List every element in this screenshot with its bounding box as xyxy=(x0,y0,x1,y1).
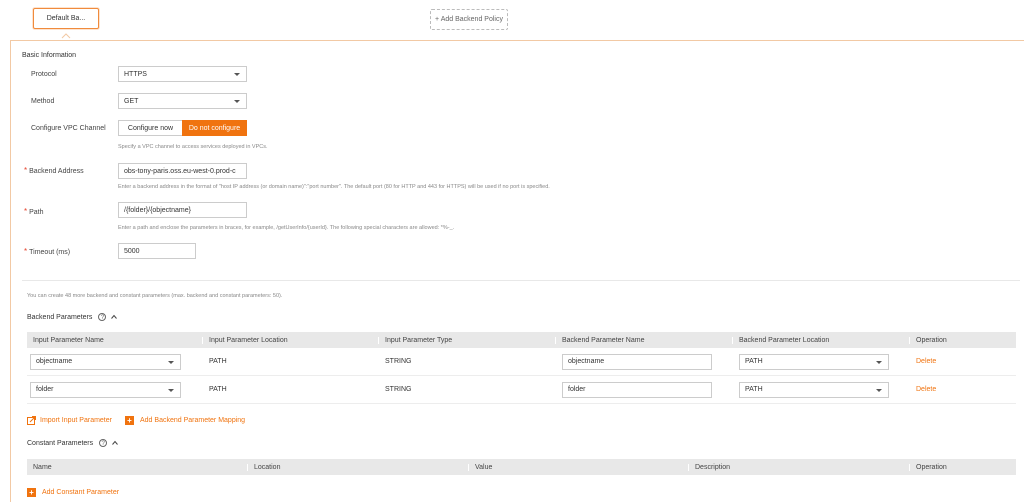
column-header: Operation xyxy=(916,336,947,344)
input-param-type: STRING xyxy=(385,358,412,365)
protocol-value: HTTPS xyxy=(124,70,147,78)
backend-params-table xyxy=(27,332,1016,404)
plus-icon: + xyxy=(27,488,36,497)
backend-params-title: Backend Parameters xyxy=(27,313,93,321)
basic-info-title: Basic Information xyxy=(22,52,77,59)
backend-address-label xyxy=(24,166,84,175)
timeout-input[interactable]: 5000 xyxy=(118,243,196,259)
input-param-location: PATH xyxy=(209,358,227,365)
table-header xyxy=(27,332,1016,348)
tab-pointer-icon xyxy=(61,33,71,39)
timeout-label xyxy=(24,247,70,256)
chevron-down-icon xyxy=(876,389,882,392)
import-input-parameter-button[interactable] xyxy=(27,416,112,425)
backend-policy-tab-default[interactable] xyxy=(33,8,99,29)
add-constant-parameter-button[interactable] xyxy=(27,488,119,497)
chevron-down-icon xyxy=(876,361,882,364)
table-row xyxy=(27,348,1016,376)
path-label xyxy=(24,207,44,216)
backend-address-hint: Enter a backend address in the format of "host IP address (or domain name)":"port number". The default port (80 for HTTP and 443 for HTTPS) will be used if no port is specified. xyxy=(118,184,550,190)
backend-params-header xyxy=(27,313,117,321)
add-constant-parameter-label: Add Constant Parameter xyxy=(42,489,120,496)
backend-policy-panel xyxy=(10,40,1024,502)
column-header: Backend Parameter Location xyxy=(733,337,910,344)
chevron-down-icon xyxy=(234,100,240,103)
column-header: Input Parameter Name xyxy=(27,337,203,344)
method-select[interactable] xyxy=(118,93,247,109)
backend-address-input[interactable]: obs-tony-paris.oss.eu-west-0.prod-c xyxy=(118,163,247,179)
help-icon[interactable]: ? xyxy=(98,313,106,321)
input-param-name-select[interactable] xyxy=(30,382,181,398)
delete-link[interactable]: Delete xyxy=(916,358,937,365)
add-backend-policy-label: + Add Backend Policy xyxy=(435,16,503,23)
vpc-configure-now-option[interactable]: Configure now xyxy=(118,120,182,136)
delete-link[interactable]: Delete xyxy=(916,386,937,393)
path-hint: Enter a path and enclose the parameters in braces, for example, /getUserInfo/{userId}. The following special characters are allowed: *%-_. xyxy=(118,225,455,231)
vpc-channel-toggle xyxy=(118,120,247,136)
add-backend-parameter-mapping-label: Add Backend Parameter Mapping xyxy=(140,417,246,424)
input-param-location: PATH xyxy=(209,386,227,393)
column-header: Backend Parameter Name xyxy=(556,337,733,344)
column-header: Value xyxy=(469,464,689,471)
backend-param-location-select[interactable] xyxy=(739,382,889,398)
import-input-parameter-label: Import Input Parameter xyxy=(40,417,112,424)
help-icon[interactable]: ? xyxy=(99,439,107,447)
chevron-down-icon xyxy=(234,73,240,76)
backend-param-location-value: PATH xyxy=(745,358,763,365)
required-marker: * xyxy=(24,207,28,216)
column-header: Location xyxy=(248,464,469,471)
backend-param-location-value: PATH xyxy=(745,386,763,393)
section-divider xyxy=(22,280,1020,281)
timeout-label-text: Timeout (ms) xyxy=(29,249,71,256)
backend-param-name-input[interactable]: folder xyxy=(562,382,712,398)
column-header: Input Parameter Location xyxy=(203,337,379,344)
vpc-channel-label: Configure VPC Channel xyxy=(31,125,106,132)
chevron-down-icon xyxy=(168,389,174,392)
vpc-channel-hint: Specify a VPC channel to access services deployed in VPCs. xyxy=(118,144,268,150)
plus-icon: + xyxy=(125,416,134,425)
column-header: Operation xyxy=(916,463,947,471)
constant-params-header xyxy=(27,439,118,447)
protocol-label: Protocol xyxy=(31,71,57,78)
vpc-do-not-configure-option[interactable]: Do not configure xyxy=(182,120,247,136)
backend-address-label-text: Backend Address xyxy=(29,168,84,175)
table-header xyxy=(27,459,1016,475)
column-header: Input Parameter Type xyxy=(379,337,556,344)
required-marker: * xyxy=(24,166,28,175)
protocol-select[interactable] xyxy=(118,66,247,82)
chevron-down-icon xyxy=(168,361,174,364)
import-icon xyxy=(27,416,36,425)
tab-default-label: Default Ba... xyxy=(46,15,86,22)
required-marker: * xyxy=(24,247,28,256)
chevron-up-icon[interactable] xyxy=(111,314,117,320)
chevron-up-icon[interactable] xyxy=(112,440,118,446)
path-label-text: Path xyxy=(29,209,44,216)
params-quota-info: You can create 48 more backend and constant parameters (max. backend and constant parameters: 50). xyxy=(27,293,283,299)
method-value: GET xyxy=(124,97,139,105)
backend-param-name-input[interactable]: objectname xyxy=(562,354,712,370)
method-label: Method xyxy=(31,98,55,105)
constant-params-title: Constant Parameters xyxy=(27,439,94,447)
path-input[interactable]: /{folder}/{objectname} xyxy=(118,202,247,218)
input-param-name-value: folder xyxy=(36,386,54,393)
table-row xyxy=(27,376,1016,404)
backend-param-location-select[interactable] xyxy=(739,354,889,370)
column-header: Description xyxy=(689,464,910,471)
input-param-name-value: objectname xyxy=(36,358,73,365)
constant-params-table xyxy=(27,459,1016,475)
column-header: Name xyxy=(27,464,248,471)
input-param-type: STRING xyxy=(385,386,412,393)
add-backend-policy-button[interactable] xyxy=(430,9,508,30)
input-param-name-select[interactable] xyxy=(30,354,181,370)
add-backend-parameter-mapping-button[interactable] xyxy=(125,416,245,425)
